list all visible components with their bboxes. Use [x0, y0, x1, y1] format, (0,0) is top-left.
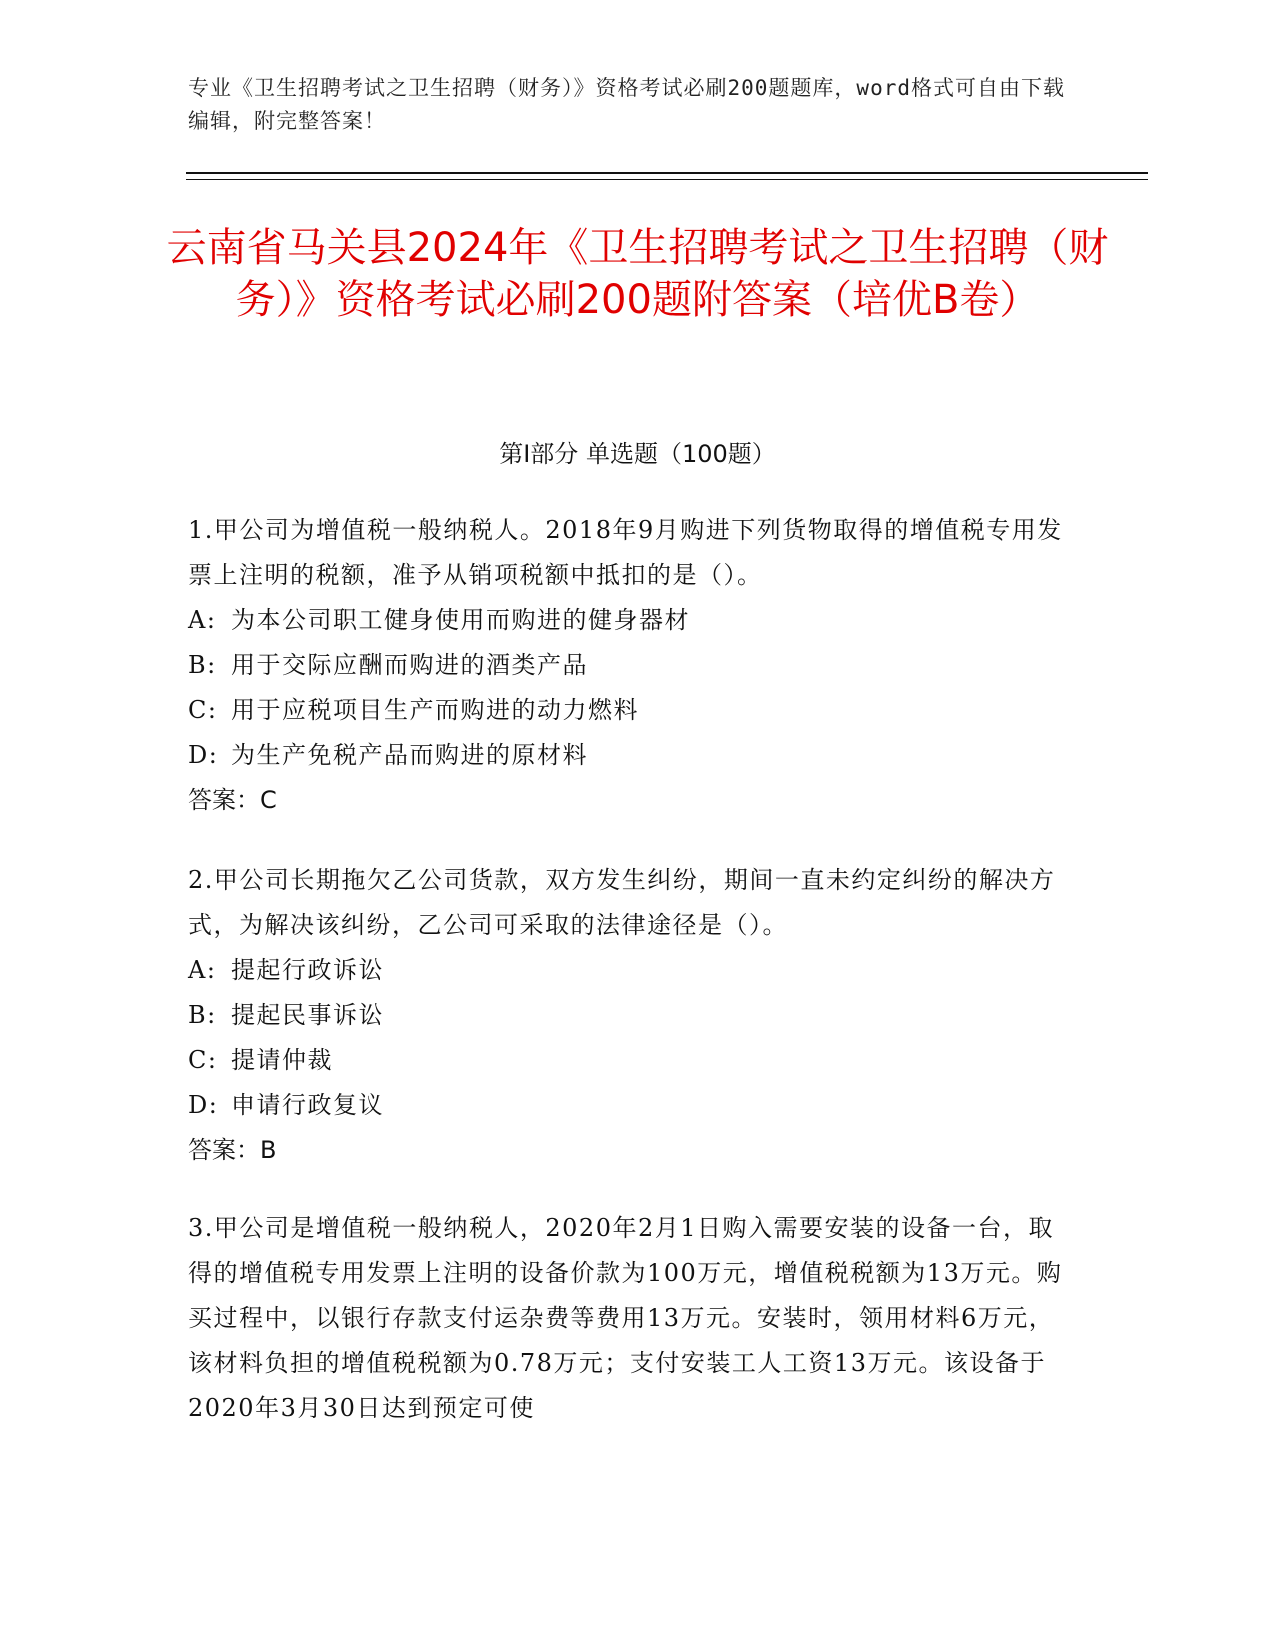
- question-2: [188, 858, 1078, 1173]
- option-b: [188, 643, 1078, 688]
- header-rule-thin: [186, 179, 1148, 180]
- question-stem: 3.甲公司是增值税一般纳税人，2020年2月1日购入需要安装的设备一台，取得的增值税专用发票上注明的设备价款为100万元，增值税税额为13万元。购买过程中，以银行存款支付运杂费等费用13万元。安装时，领用材料6万元，该材料负担的增值税税额为0.78万元；支付安装工人工资13万元。该设备于2020年3月30日达到预定可使: [188, 1214, 1063, 1422]
- option-letter: D:: [188, 741, 219, 769]
- option-c: [188, 688, 1078, 733]
- option-b: [188, 993, 1078, 1038]
- option-text: 用于交际应酬而购进的酒类产品: [231, 651, 588, 679]
- option-letter: A:: [188, 606, 217, 634]
- question-1: [188, 508, 1078, 823]
- option-letter: B:: [188, 1001, 217, 1029]
- option-text: 提起行政诉讼: [231, 956, 384, 984]
- answer: 答案：B: [188, 1136, 277, 1164]
- document-title: 云南省马关县2024年《卫生招聘考试之卫生招聘（财务）》资格考试必刷200题附答案（培优B卷）: [166, 225, 1109, 323]
- section-title: 第I部分 单选题（100题）: [499, 440, 776, 468]
- option-d: [188, 733, 1078, 778]
- option-letter: A:: [188, 956, 217, 984]
- question-stem: 1.甲公司为增值税一般纳税人。2018年9月购进下列货物取得的增值税专用发票上注明的税额，准予从销项税额中抵扣的是（）。: [188, 516, 1063, 589]
- option-text: 申请行政复议: [231, 1091, 384, 1119]
- option-text: 提起民事诉讼: [231, 1001, 384, 1029]
- question-3: [188, 1206, 1078, 1431]
- answer: 答案：C: [188, 786, 277, 814]
- option-letter: B:: [188, 651, 217, 679]
- header-note: 专业《卫生招聘考试之卫生招聘（财务）》资格考试必刷200题题库，word格式可自由下载编辑，附完整答案！: [188, 76, 1065, 133]
- option-letter: C:: [188, 696, 218, 724]
- option-text: 为生产免税产品而购进的原材料: [231, 741, 588, 769]
- header-rule-thick: [186, 172, 1148, 174]
- option-letter: C:: [188, 1046, 218, 1074]
- question-stem: 2.甲公司长期拖欠乙公司货款，双方发生纠纷，期间一直未约定纠纷的解决方式，为解决该纠纷，乙公司可采取的法律途径是（）。: [188, 866, 1056, 939]
- option-a: [188, 598, 1078, 643]
- option-letter: D:: [188, 1091, 219, 1119]
- option-text: 为本公司职工健身使用而购进的健身器材: [231, 606, 690, 634]
- option-a: [188, 948, 1078, 993]
- option-text: 提请仲裁: [231, 1046, 333, 1074]
- option-c: [188, 1038, 1078, 1083]
- option-text: 用于应税项目生产而购进的动力燃料: [231, 696, 639, 724]
- option-d: [188, 1083, 1078, 1128]
